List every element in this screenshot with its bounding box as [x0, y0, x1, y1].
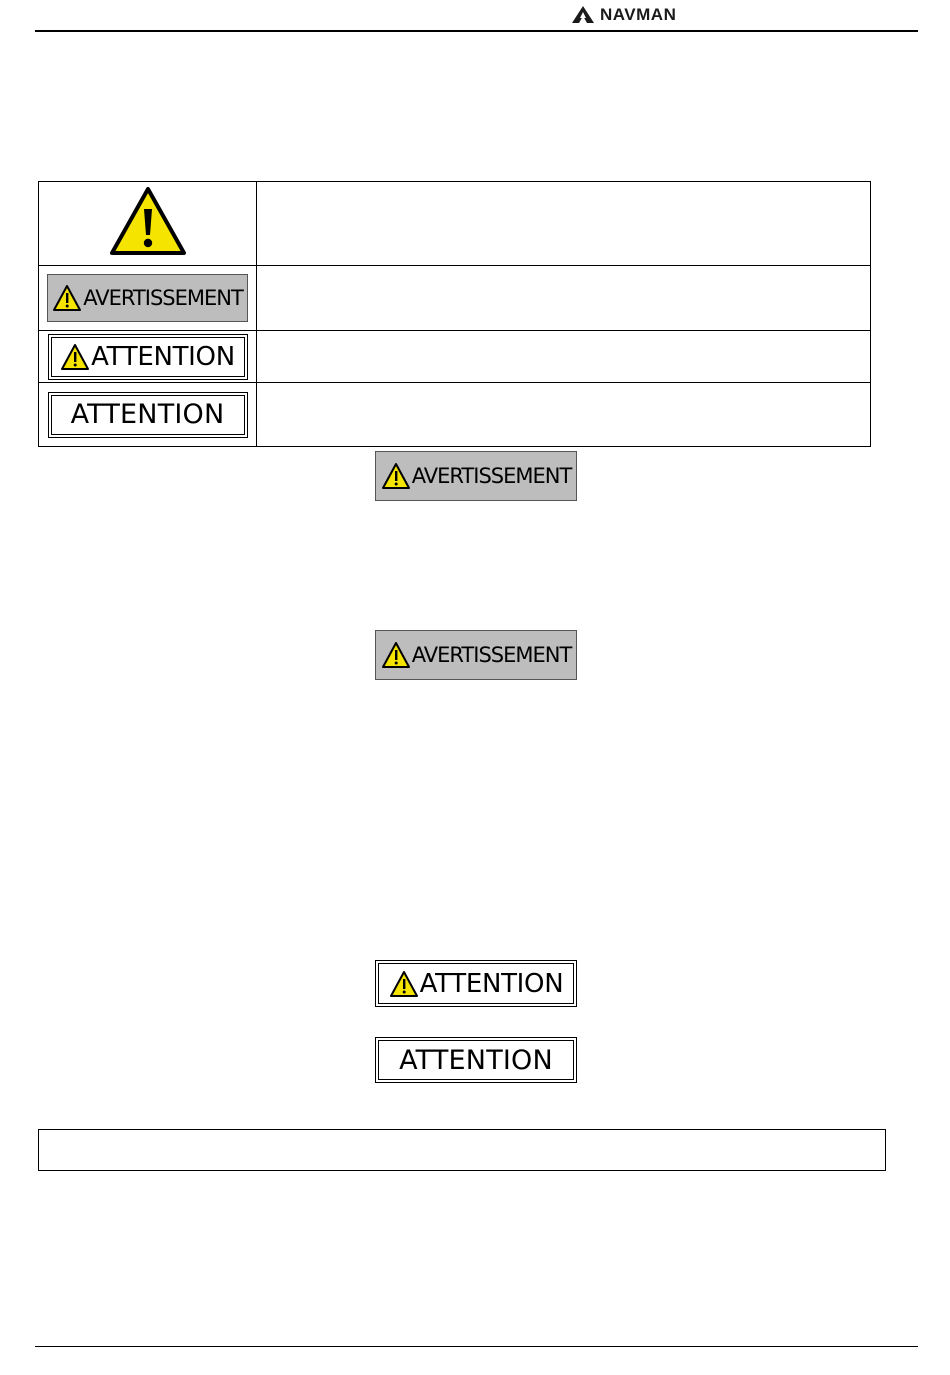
avertissement-badge-2: [375, 630, 577, 680]
attention-icon-badge-standalone: [375, 960, 577, 1007]
logo-text: NAVMAN: [600, 5, 677, 24]
legend-row-avertissement: [39, 266, 871, 331]
legend-desc-cell: [257, 266, 871, 331]
warning-triangle-icon: [52, 284, 82, 312]
legend-icon-cell: [39, 383, 257, 447]
badge-label: AVERTISSEMENT: [411, 643, 572, 667]
badge-label: ATTENTION: [419, 968, 564, 999]
legend-icon-cell: [39, 182, 257, 266]
legend-row-symbol: [39, 182, 871, 266]
badge-label: ATTENTION: [70, 399, 225, 430]
badge-label: ATTENTION: [91, 341, 235, 372]
avertissement-badge: [47, 274, 248, 322]
warning-legend-table: [38, 181, 871, 447]
legend-desc-cell: [257, 182, 871, 266]
header-rule: [35, 30, 918, 32]
badge-label: ATTENTION: [399, 1044, 553, 1076]
legend-desc-cell: [257, 383, 871, 447]
warning-triangle-icon: [381, 462, 411, 490]
badge-label: AVERTISSEMENT: [411, 464, 572, 488]
legend-icon-cell: [39, 331, 257, 383]
attention-plain-badge-standalone: [375, 1037, 577, 1083]
badge-label: AVERTISSEMENT: [83, 286, 243, 310]
navman-logo-icon: [570, 5, 596, 25]
legend-icon-cell: [39, 266, 257, 331]
attention-icon-badge: [48, 334, 248, 380]
empty-note-box: [38, 1129, 886, 1171]
legend-row-attention-plain: [39, 383, 871, 447]
avertissement-badge-1: [375, 451, 577, 501]
attention-plain-badge: [48, 392, 248, 438]
navman-logo: [570, 4, 676, 26]
warning-triangle-icon: [381, 641, 411, 669]
warning-triangle-icon: [60, 343, 90, 371]
footer-rule: [35, 1346, 918, 1347]
warning-triangle-icon: [389, 970, 419, 998]
legend-desc-cell: [257, 331, 871, 383]
legend-row-attention-icon: [39, 331, 871, 383]
large-warning-triangle-icon: [108, 185, 188, 257]
